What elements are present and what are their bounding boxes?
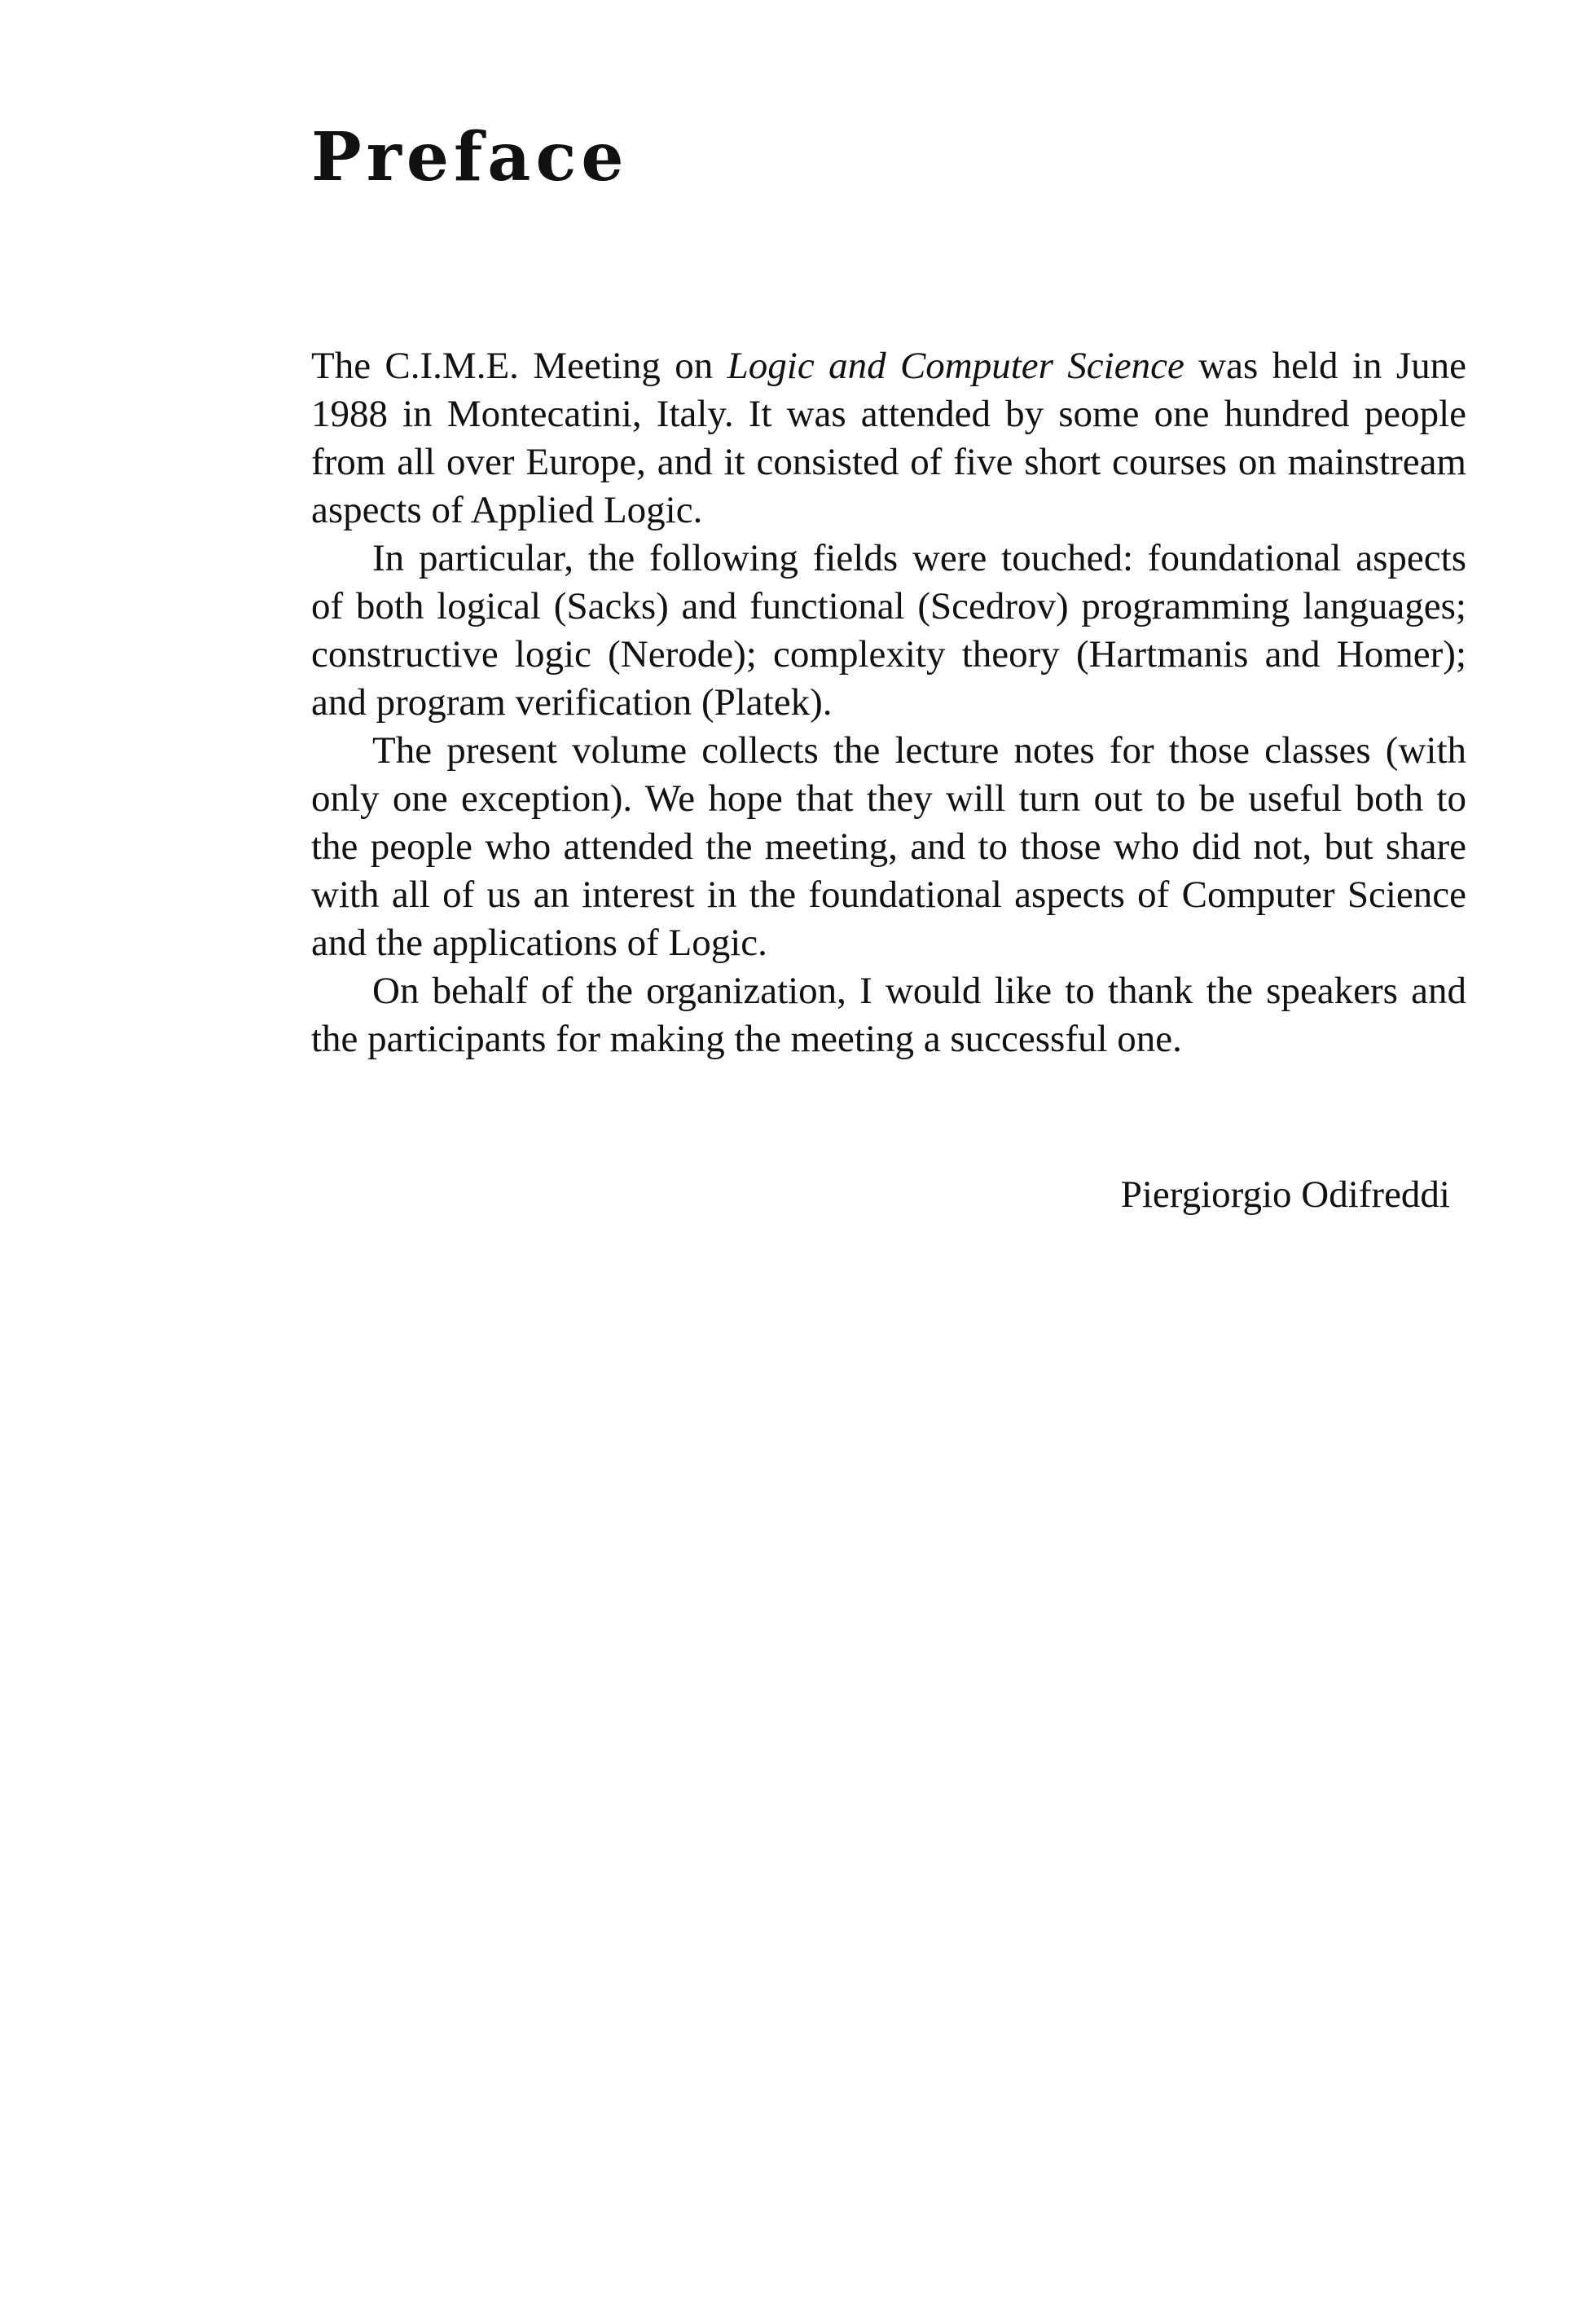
paragraph-2: In particular, the following fields were touched: foundational aspects of both logical (Sacks) and functional (Scedrov) programming languages; constructive logic (Nerode); complexity theory (Hartmanis and Homer); and program verification (Platek). [311, 537, 1466, 724]
page-title: Preface [311, 118, 629, 196]
paragraph-1-emphasis: Logic and Computer Science [727, 345, 1184, 387]
paragraph-1-start: The C.I.M.E. Meeting on [311, 345, 727, 387]
author-signature: Piergiorgio Odifreddi [1120, 1173, 1450, 1216]
paragraph-4: On behalf of the organization, I would like to thank the speakers and the participants for making the meeting a successful one. [311, 970, 1466, 1060]
preface-body [311, 342, 1466, 1063]
paragraph-1-end: was held in June 1988 in Montecatini, Italy. It was attended by some one hundred people from all over Europe, and it consisted of five short courses on mainstream aspects of Applied Logic. [311, 345, 1466, 531]
paragraph-3: The present volume collects the lecture notes for those classes (with only one exception). We hope that they will turn out to be useful both to the people who attended the meeting, and to those who did not, but share with all of us an interest in the foundational aspects of Computer Science and the applications of Logic. [311, 729, 1466, 964]
paragraph-1 [311, 342, 1466, 535]
